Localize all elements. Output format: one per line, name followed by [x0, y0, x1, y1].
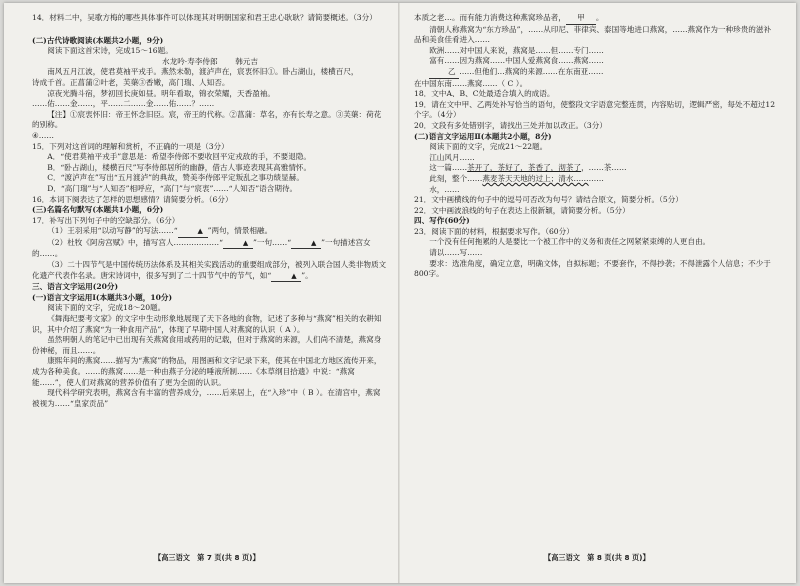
poem-line: 诗成千首。正菖蒲②叶老，芙蕖③香嫩，高门瑞、人知否。	[32, 77, 230, 87]
option-c: C．“渡泸声在”写出“五月渡泸”的典故，赞美李侍郎平定叛乱之事功绩显赫。	[47, 173, 304, 183]
wavy-sentence: 燕麦茶天天地的过上；清水……	[482, 173, 589, 183]
lang2-intro: 阅读下面的文字，完成21～22题。	[429, 142, 548, 152]
question-14: 14．材料二中，吴歌方梅的哪些具体事件可以体现其对明朝国家和君王忠心耿耿？请简要概述。（3分）	[32, 13, 377, 22]
option-d: D．“高门瑞”与“人知否”相呼应，“高门”与“宸衷”……“人知否”语含期待。	[47, 183, 298, 193]
passage-paragraph: 富有……因为燕窝……中国人爱燕窝食……燕窝……	[429, 56, 604, 66]
poem-heading	[32, 57, 388, 68]
q17-item-1: （1）王羽采用“以动写静”的写法……“ ▲ ”两句，情景相融。	[32, 226, 388, 238]
option-a: A．“使君莫袖平戎手”意思是：希望李侍郎不要收回平定戎敌的手，不要退隐。	[47, 152, 312, 162]
passage-paragraph: 水，……	[429, 184, 460, 194]
blank-yi[interactable]: 乙	[429, 67, 459, 79]
section-lang2: (二)语言文字运用Ⅱ(本题共2小题，8分)	[414, 131, 552, 141]
passage-paragraph: 现代科学研究表明，燕窝含有丰富的营养成分，……后来居上，在“入珍”中（ B ）。在清宫中，燕窝被视为……“皇家贡品”	[32, 388, 381, 408]
question-19: 19．请在文中甲、乙两处补写恰当的语句，使整段文字语意完整连贯，内容贴切，逻辑严密，每处不超过12个字。（4分）	[414, 99, 776, 120]
answer-blank[interactable]: ▲	[291, 238, 321, 250]
passage-paragraph: 在中国东南……燕窝……（ C ）。	[414, 78, 528, 88]
page-fold	[398, 3, 400, 583]
passage-paragraph: 《舞海纪要考文家》的文字中生动形象地展现了天下各地的食物，记述了多种与“燕窝”相关的农耕知识，其中介绍了燕窝“为一种食用产品”，体现了早期中国人对燕窝的认识（ A ）。	[32, 314, 382, 334]
q17-item-3: （3）二十四节气是中国传统历法体系及其相关实践活动的重要组成部分，被列入联合国人类非物质文化遗产代表作名录。唐宋诗词中，很多写到了二十四节气中的节气，如“ ▲ ”。	[32, 260, 388, 282]
question-23: 23．阅读下面的材料，根据要求写作。（60分）	[414, 226, 574, 236]
answer-blank[interactable]: ▲	[223, 238, 253, 250]
question-15: 15．下列对这首词的理解和赏析，不正确的一项是（3分）	[32, 141, 229, 151]
poem-intro: 阅读下面这首宋诗，完成15～16题。	[47, 46, 173, 56]
section-four: 四、写作(60分)	[414, 216, 470, 226]
option-b: B．“卧占湖山，楼横百尺”写李侍郎居所的幽静，借古人事迹表现其高雅情怀。	[47, 162, 312, 172]
poem-title: 水龙吟·寿李侍郎	[162, 56, 218, 66]
passage-paragraph: 乙 ……但他们…燕窝的来源……在东南亚……	[414, 67, 776, 79]
poem-note: 【注】①宸衷怀旧：帝王怀念旧臣。宸，帝王的代称。②菖蒲：草名，亦有长寿之意。③芙蕖：荷花的别称。	[32, 109, 382, 130]
section-mingju: (三)名篇名句默写(本题共1小题，6分)	[32, 205, 164, 215]
footer-page-7: 【高三语文 第 7 页(共 8 页)】	[154, 553, 260, 562]
passage-paragraph: 欧洲……对中国人来说，燕窝是……但……专门……	[429, 45, 604, 55]
lang1-intro: 阅读下面的文字，完成18～20题。	[47, 303, 166, 313]
exam-sheet	[4, 3, 796, 583]
writing-prompt: 一个没有任何拖累的人是要比一个被工作中的义务和责任之网紧紧束缚的人更自由。	[429, 237, 711, 247]
passage-paragraph: 这一篇……茶开了，茶好了，茶香了，沏茶了，……茶……	[429, 163, 627, 173]
section-three: 三、语言文字运用(20分)	[32, 282, 119, 292]
passage-paragraph: 江山风月……	[429, 152, 475, 162]
poem-line: 南风五月江波，使君莫袖平戎手。燕然未勒，渡泸声在，宸衷怀旧①。卧占湖山，楼横百尺，	[47, 67, 359, 77]
question-21: 21．文中画横线的句子中的逗号可否改为句号？请结合原文，简要分析。（5分）	[414, 195, 683, 205]
page-7	[32, 13, 388, 565]
answer-blank[interactable]: ▲	[271, 271, 301, 283]
question-20: 20．文段有多处错别字，请找出三处并加以改正。（3分）	[414, 120, 607, 130]
q17-item-2: （2）杜牧《阿房宫赋》中，描写宫人………………“ ▲ ”一句……“ ▲ ”一句描述宫女的……。	[32, 237, 371, 259]
question-16: 16．本词下阕表达了怎样的思想感情？请简要分析。（6分）	[32, 194, 233, 204]
writing-requirements: 要求：选准角度，确定立意，明确文体，自拟标题；不要套作，不得抄袭；不得泄露个人信息；不少于800字。	[414, 258, 771, 279]
poem-line: ……佑……金……，平……二……金……佑……？……	[32, 99, 215, 109]
section-lang1: (一)语言文字运用Ⅰ(本题共3小题，10分)	[32, 292, 173, 302]
page-8	[414, 13, 776, 565]
question-18: 18．文中A、B、C处最适合填入的成语。	[414, 89, 555, 99]
passage-paragraph: 清朝人称燕窝为“东方珍品”，……从印尼、菲律宾、泰国等地进口燕窝，……燕窝作为一种珍贵的滋补品和美食佳肴进入……	[414, 24, 772, 45]
question-17: 17．补写出下列句子中的空缺部分。（6分）	[32, 215, 180, 225]
blank-jia[interactable]: 甲	[566, 13, 596, 25]
passage-paragraph: 康熙年间的燕窝……描写为“燕窝”的物品，用图画和文字记录下来，使其在中国北方地区流传开来，成为各种美食。……的燕窝……是一种由燕子分泌的唾液所制……《本草纲目拾遗》中说：“燕窝能……”，使人们对燕窝的营养价值有了更为全面的认识。	[32, 356, 382, 387]
footer-page-8: 【高三语文 第 8 页(共 8 页)】	[544, 553, 650, 562]
answer-c: C	[507, 78, 514, 88]
writing-instruction: 请以……写……	[429, 248, 483, 258]
answer-blank[interactable]: ▲	[178, 226, 208, 238]
poem-author: 韩元吉	[235, 56, 258, 66]
passage-continued: 本质之老…。而有能力消费这种燕窝珍品者， 甲 。	[414, 13, 776, 25]
underlined-sentence: 茶开了，茶好了，茶香了，沏茶了	[467, 163, 582, 173]
passage-paragraph: 虽然明朝人的笔记中已出现有关燕窝食用或药用的记载，但对于燕窝的来源，人们尚不清楚，燕窝身份神秘，而且……。	[32, 335, 382, 355]
section-poem: (二)古代诗歌阅读(本题共2小题，9分)	[32, 35, 164, 45]
question-22: 22．文中画波浪线的句子在表达上很新颖，请简要分析。（5分）	[414, 205, 630, 215]
passage-paragraph: 此刻，整个……燕麦茶天天地的过上；清水…………	[429, 173, 604, 183]
poem-note: ④……	[32, 130, 54, 140]
poem-line: 凉夜光腾斗宿，梦初回长庚如昼。明年看取，锦衣荣耀，天香盈袖。	[47, 88, 275, 98]
